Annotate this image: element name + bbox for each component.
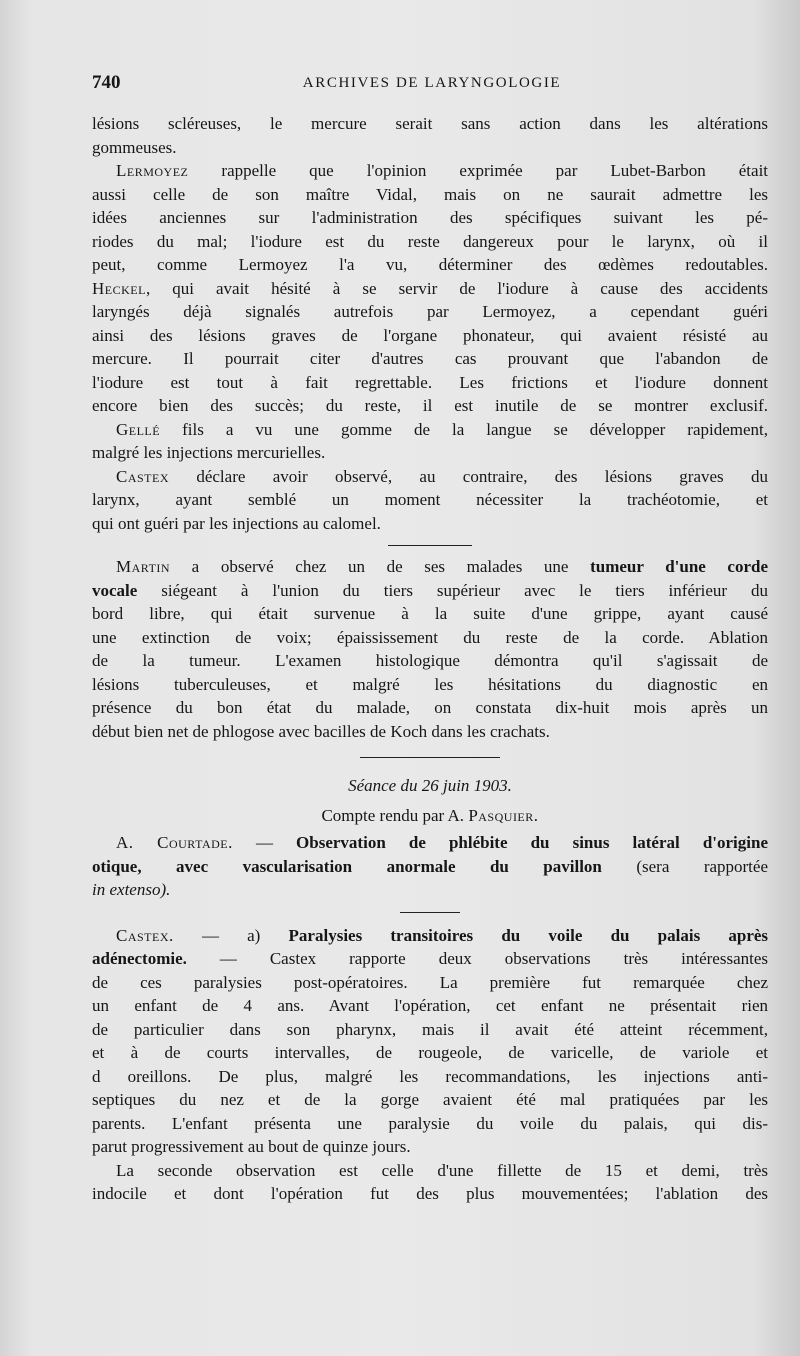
text-line: idées anciennes sur l'administration des spécifiques suivant les pé- [92, 208, 768, 227]
session-title-text: Séance du 26 juin 1903. [348, 776, 512, 795]
text-line: encore bien des succès; du reste, il est inutile de se montrer exclusif. [92, 396, 768, 415]
text-line: qui ont guéri par les injections au calomel. [92, 513, 381, 533]
section-divider [400, 912, 460, 914]
paragraph-start [92, 465, 768, 489]
dash: — [255, 833, 273, 852]
speaker-name: Heckel [92, 278, 146, 298]
text-line: de ces paralysies post-opératoires. La première fut remarquée chez [92, 972, 768, 992]
text-span: fils a vu une gomme de la langue se développer rapidement, [182, 419, 768, 439]
text-span: déclare avoir observé, au contraire, des lésions graves du [196, 466, 768, 486]
dash: — [201, 925, 219, 945]
text-line: riodes du mal; l'iodure est du reste dangereux pour le larynx, où il [92, 231, 768, 251]
bold-title: adénectomie. [92, 949, 187, 968]
text-line: l'iodure est tout à fait regrettable. Les frictions et l'iodure donnent [92, 372, 768, 392]
speaker-name: Castex [116, 466, 170, 486]
bold-title: Paralysies transitoires du voile du palais après [288, 925, 769, 945]
text-line: parut progressivement au bout de quinze jours. [92, 1137, 411, 1156]
page-number: 740 [92, 72, 121, 93]
speaker-name: Gellé [116, 419, 161, 439]
text-line: peut, comme Lermoyez l'a vu, déterminer des œdèmes redoutables. [92, 255, 768, 274]
page-header [92, 72, 772, 100]
section-divider [360, 757, 500, 759]
text-line: un enfant de 4 ans. Avant l'opération, cet enfant ne présentait rien [92, 996, 768, 1015]
text-line: septiques du nez et de la gorge avaient été mal pratiquées par les [92, 1090, 768, 1109]
text-line: lésions tuberculeuses, et malgré les hésitations du diagnostic en [92, 674, 768, 694]
text-line [92, 579, 768, 603]
text-line: lésions scléreuses, le mercure serait sans action dans les altérations [92, 114, 768, 133]
italic-text: in extenso). [92, 880, 171, 899]
speaker-name: Martin [116, 557, 171, 576]
paragraph-start [92, 159, 768, 183]
text-line: aussi celle de son maître Vidal, mais on ne saurait admettre les [92, 184, 768, 204]
speaker-name: A. Courtade. [116, 833, 233, 852]
section-divider [388, 545, 472, 547]
text-span: — Castex rapporte deux observations très intéressantes [219, 949, 768, 968]
paragraph-start [92, 418, 768, 442]
text-line: ainsi des lésions graves de l'organe phonateur, qui avaient résisté au [92, 325, 768, 345]
text-line: mercure. Il pourrait citer d'autres cas prouvant que l'abandon de [92, 349, 768, 368]
text-line [92, 878, 768, 902]
text-line: et à de courts intervalles, de rougeole, de varicelle, de variole et [92, 1043, 768, 1062]
speaker-name: Lermoyez [116, 161, 189, 180]
item-label: a) [247, 925, 261, 945]
paragraph-start [92, 277, 768, 301]
text-line: parents. L'enfant présenta une paralysie du voile du palais, qui dis- [92, 1113, 768, 1133]
text-line: de particulier dans son pharynx, mais il avait été atteint récemment, [92, 1019, 768, 1039]
text-line: indocile et dont l'opération fut des plus mouvementées; l'ablation des [92, 1184, 768, 1203]
paragraph-start [92, 831, 768, 855]
text-line: début bien net de phlogose avec bacilles de Koch dans les crachats. [92, 721, 550, 741]
text-line: présence du bon état du malade, on constata dix-huit mois après un [92, 698, 768, 717]
text-span: a observé chez un de ses malades une [191, 557, 569, 576]
text-span: (sera rapportée [636, 856, 768, 876]
text-line [92, 855, 768, 879]
bold-title: vocale [92, 580, 138, 600]
text-span: rappelle que l'opinion exprimée par Lubet-Barbon était [221, 161, 769, 180]
paragraph-start: La seconde observation est celle d'une fillette de 15 et demi, très [116, 1160, 768, 1180]
text-line: d oreillons. De plus, malgré les recommandations, les injections anti- [92, 1066, 768, 1086]
text-span: Compte rendu par A. [321, 806, 465, 825]
text-line: de la tumeur. L'examen histologique démontra qu'il s'agissait de [92, 651, 768, 670]
paragraph-start [92, 924, 768, 948]
bold-title: Observation de phlébite du sinus latéral d'origine [296, 833, 769, 852]
text-span: , qui avait hésité à se servir de l'iodure à cause des accidents [145, 278, 768, 298]
speaker-name: Castex. [116, 925, 174, 945]
reporter-name: Pasquier. [468, 806, 539, 825]
text-line: laryngés déjà signalés autrefois par Lermoyez, a cependant guéri [92, 302, 768, 321]
running-title: ARCHIVES DE LARYNGOLOGIE [302, 75, 562, 91]
bold-title: tumeur d'une corde [590, 557, 769, 576]
session-title [92, 771, 768, 801]
text-line: gommeuses. [92, 137, 177, 157]
page-body [92, 112, 768, 1206]
text-line: une extinction de voix; épaississement du reste de la corde. Ablation [92, 627, 768, 647]
text-line: bord libre, qui était survenue à la suite d'une grippe, ayant causé [92, 604, 768, 623]
report-author-line [92, 801, 768, 831]
text-span: siégeant à l'union du tiers supérieur avec le tiers inférieur du [161, 580, 769, 600]
text-line: malgré les injections mercurielles. [92, 443, 326, 462]
bold-title: otique, avec vascularisation anormale du pavillon [92, 856, 602, 876]
paragraph-start [92, 555, 768, 579]
text-line [92, 947, 768, 971]
text-line: larynx, ayant semblé un moment nécessiter la trachéotomie, et [92, 490, 768, 509]
